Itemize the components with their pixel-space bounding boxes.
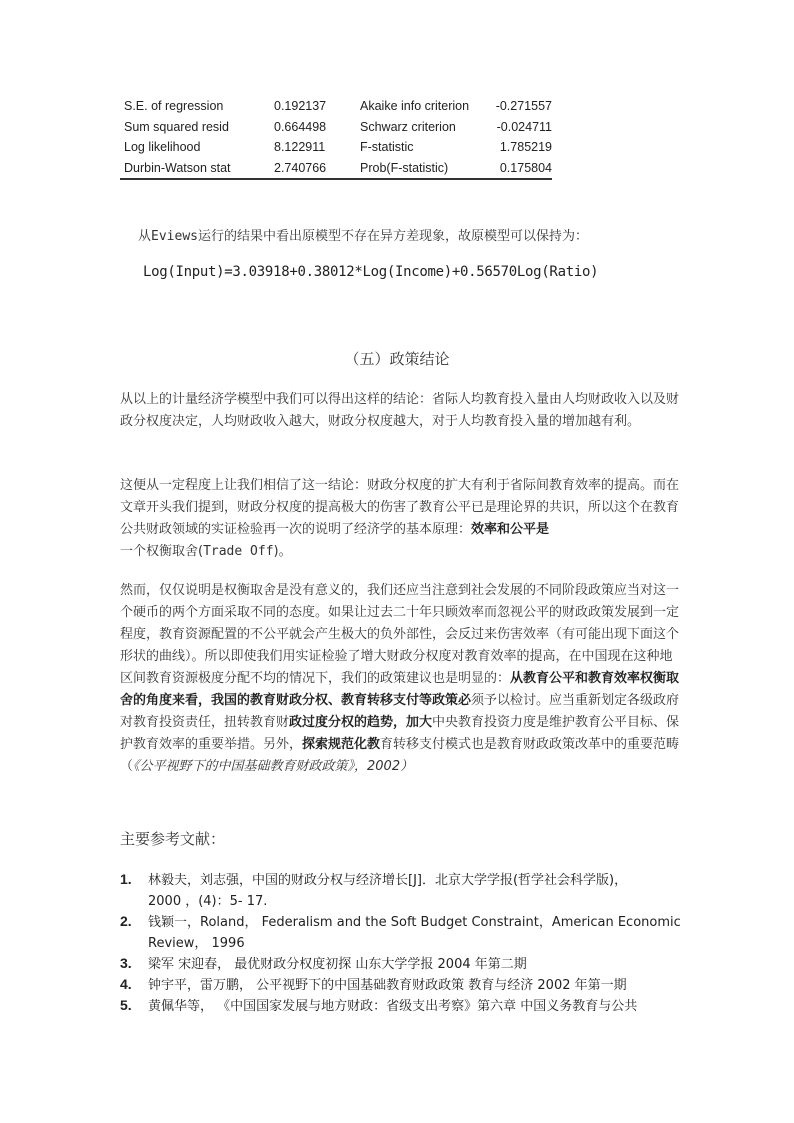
stat-label: S.E. of regression <box>124 99 224 113</box>
stat-label: Log likelihood <box>124 140 201 154</box>
reference-item <box>120 974 627 996</box>
conclusion-paragraph-2: 这便从一定程度上让我们相信了这一结论：财政分权度的扩大有利于省际间教育效率的提高。而在文章开头我们提到，财政分权度的提高极大的伤害了教育公平已是理论界的共识，所以这个在教育公共财政领域的实证检验再一次的说明了经济学的基本原理：效率和公平是 一个权衡取舍(Trade Off)。 <box>120 478 680 559</box>
stats-row <box>120 137 552 158</box>
conclusion-paragraph-3: 然而，仅仅说明是权衡取舍是没有意义的，我们还应当注意到社会发展的不同阶段政策应当对这一个硬币的两个方面采取不同的态度。如果让过去二十年只顾效率而忽视公平的财政政策发展到一定程度，教育资源配置的不公平就会产生极大的负外部性，会反过来伤害效率（有可能出现下面这个形状的曲线）。所以即使我们用实证检验了增大财政分权度对教育效率的提高，在中国现在这种地区间教育资源极度分配不均的情况下，我们的政策建议也是明显的：从教育公平和教育效率权衡取舍的角度来看，我国的教育财政分权、教育转移支付等政策必须予以检讨。应当重新划定各级政府对教育投资责任，扭转教育财政过度分权的趋势，加大中央教育投资力度是维护教育公平目标、保护教育效率的重要举措。另外，探索规范化教育转移支付模式也是教育财政政策改革中的重要范畴（《公平视野下的中国基础教育财政政策》，2002） <box>120 583 680 774</box>
stat-value: 1.785219 <box>499 140 552 154</box>
stat-value: -0.024711 <box>496 119 552 134</box>
reference-text: 黄佩华等， 《中国国家发展与地方财政：省级支出考察》第六章 中国义务教育与公共 <box>148 999 638 1014</box>
stat-label: Durbin-Watson stat <box>120 158 274 180</box>
stat-value: 0.664498 <box>274 119 327 134</box>
stat-label: F-statistic <box>360 140 414 154</box>
stat-value: 0.175804 <box>490 158 552 180</box>
conclusion-paragraph-1: 从以上的计量经济学模型中我们可以得出这样的结论：省际人均教育投入量由人均财政收入以及财政分权度决定，人均财政收入越大，财政分权度越大，对于人均教育投入量的增加越有利。 <box>120 392 680 429</box>
regression-formula: Log(Input)=3.03918+0.38012*Log(Income)+0.56570Log(Ratio) <box>143 264 599 280</box>
stats-row <box>120 117 552 138</box>
stats-row <box>120 158 552 180</box>
references-heading: 主要参考文献： <box>120 830 226 848</box>
reference-text: 梁军 宋迎春， 最优财政分权度初探 山东大学学报 2004 年第二期 <box>148 957 527 972</box>
reference-text: 林毅夫，刘志强，中国的财政分权与经济增长[J]．北京大学学报(哲学社会科学版)， <box>148 873 628 888</box>
stat-value: 8.122911 <box>274 140 326 154</box>
reference-number: 2. <box>120 913 132 929</box>
reference-number: 3. <box>120 955 132 971</box>
reference-text-continued: Review， 1996 <box>148 936 245 951</box>
stat-label: Sum squared resid <box>124 119 229 134</box>
reference-text: 钱颖一，Roland， Federalism and the Soft Budget Constraint，American Economic <box>148 915 681 930</box>
reference-text: 钟宇平，雷万鹏， 公平视野下的中国基础教育财政政策 教育与经济 2002 年第一期 <box>148 978 627 993</box>
section-heading: （五）政策结论 <box>344 350 450 368</box>
reference-item <box>120 911 681 954</box>
reference-number: 4. <box>120 976 132 992</box>
reference-text-continued: 2000 ，(4)：5- 17. <box>148 894 268 909</box>
stat-value: -0.271557 <box>495 99 552 113</box>
reference-item <box>120 995 637 1017</box>
eviews-sentence: 从Eviews运行的结果中看出原模型不存在异方差现象，故原模型可以保持为： <box>138 229 588 244</box>
reference-number: 5. <box>120 997 132 1013</box>
reference-number: 1. <box>120 871 132 887</box>
stat-label: Prob(F-statistic) <box>356 158 490 180</box>
regression-stats-table <box>120 96 552 180</box>
reference-item <box>120 953 527 975</box>
eviews-brand: Eviews <box>151 229 198 244</box>
stats-row <box>120 96 552 117</box>
reference-item <box>120 869 627 912</box>
stat-label: Akaike info criterion <box>360 99 470 113</box>
stat-value: 2.740766 <box>274 158 356 180</box>
stat-label: Schwarz criterion <box>360 119 456 134</box>
stat-value: 0.192137 <box>274 99 327 113</box>
